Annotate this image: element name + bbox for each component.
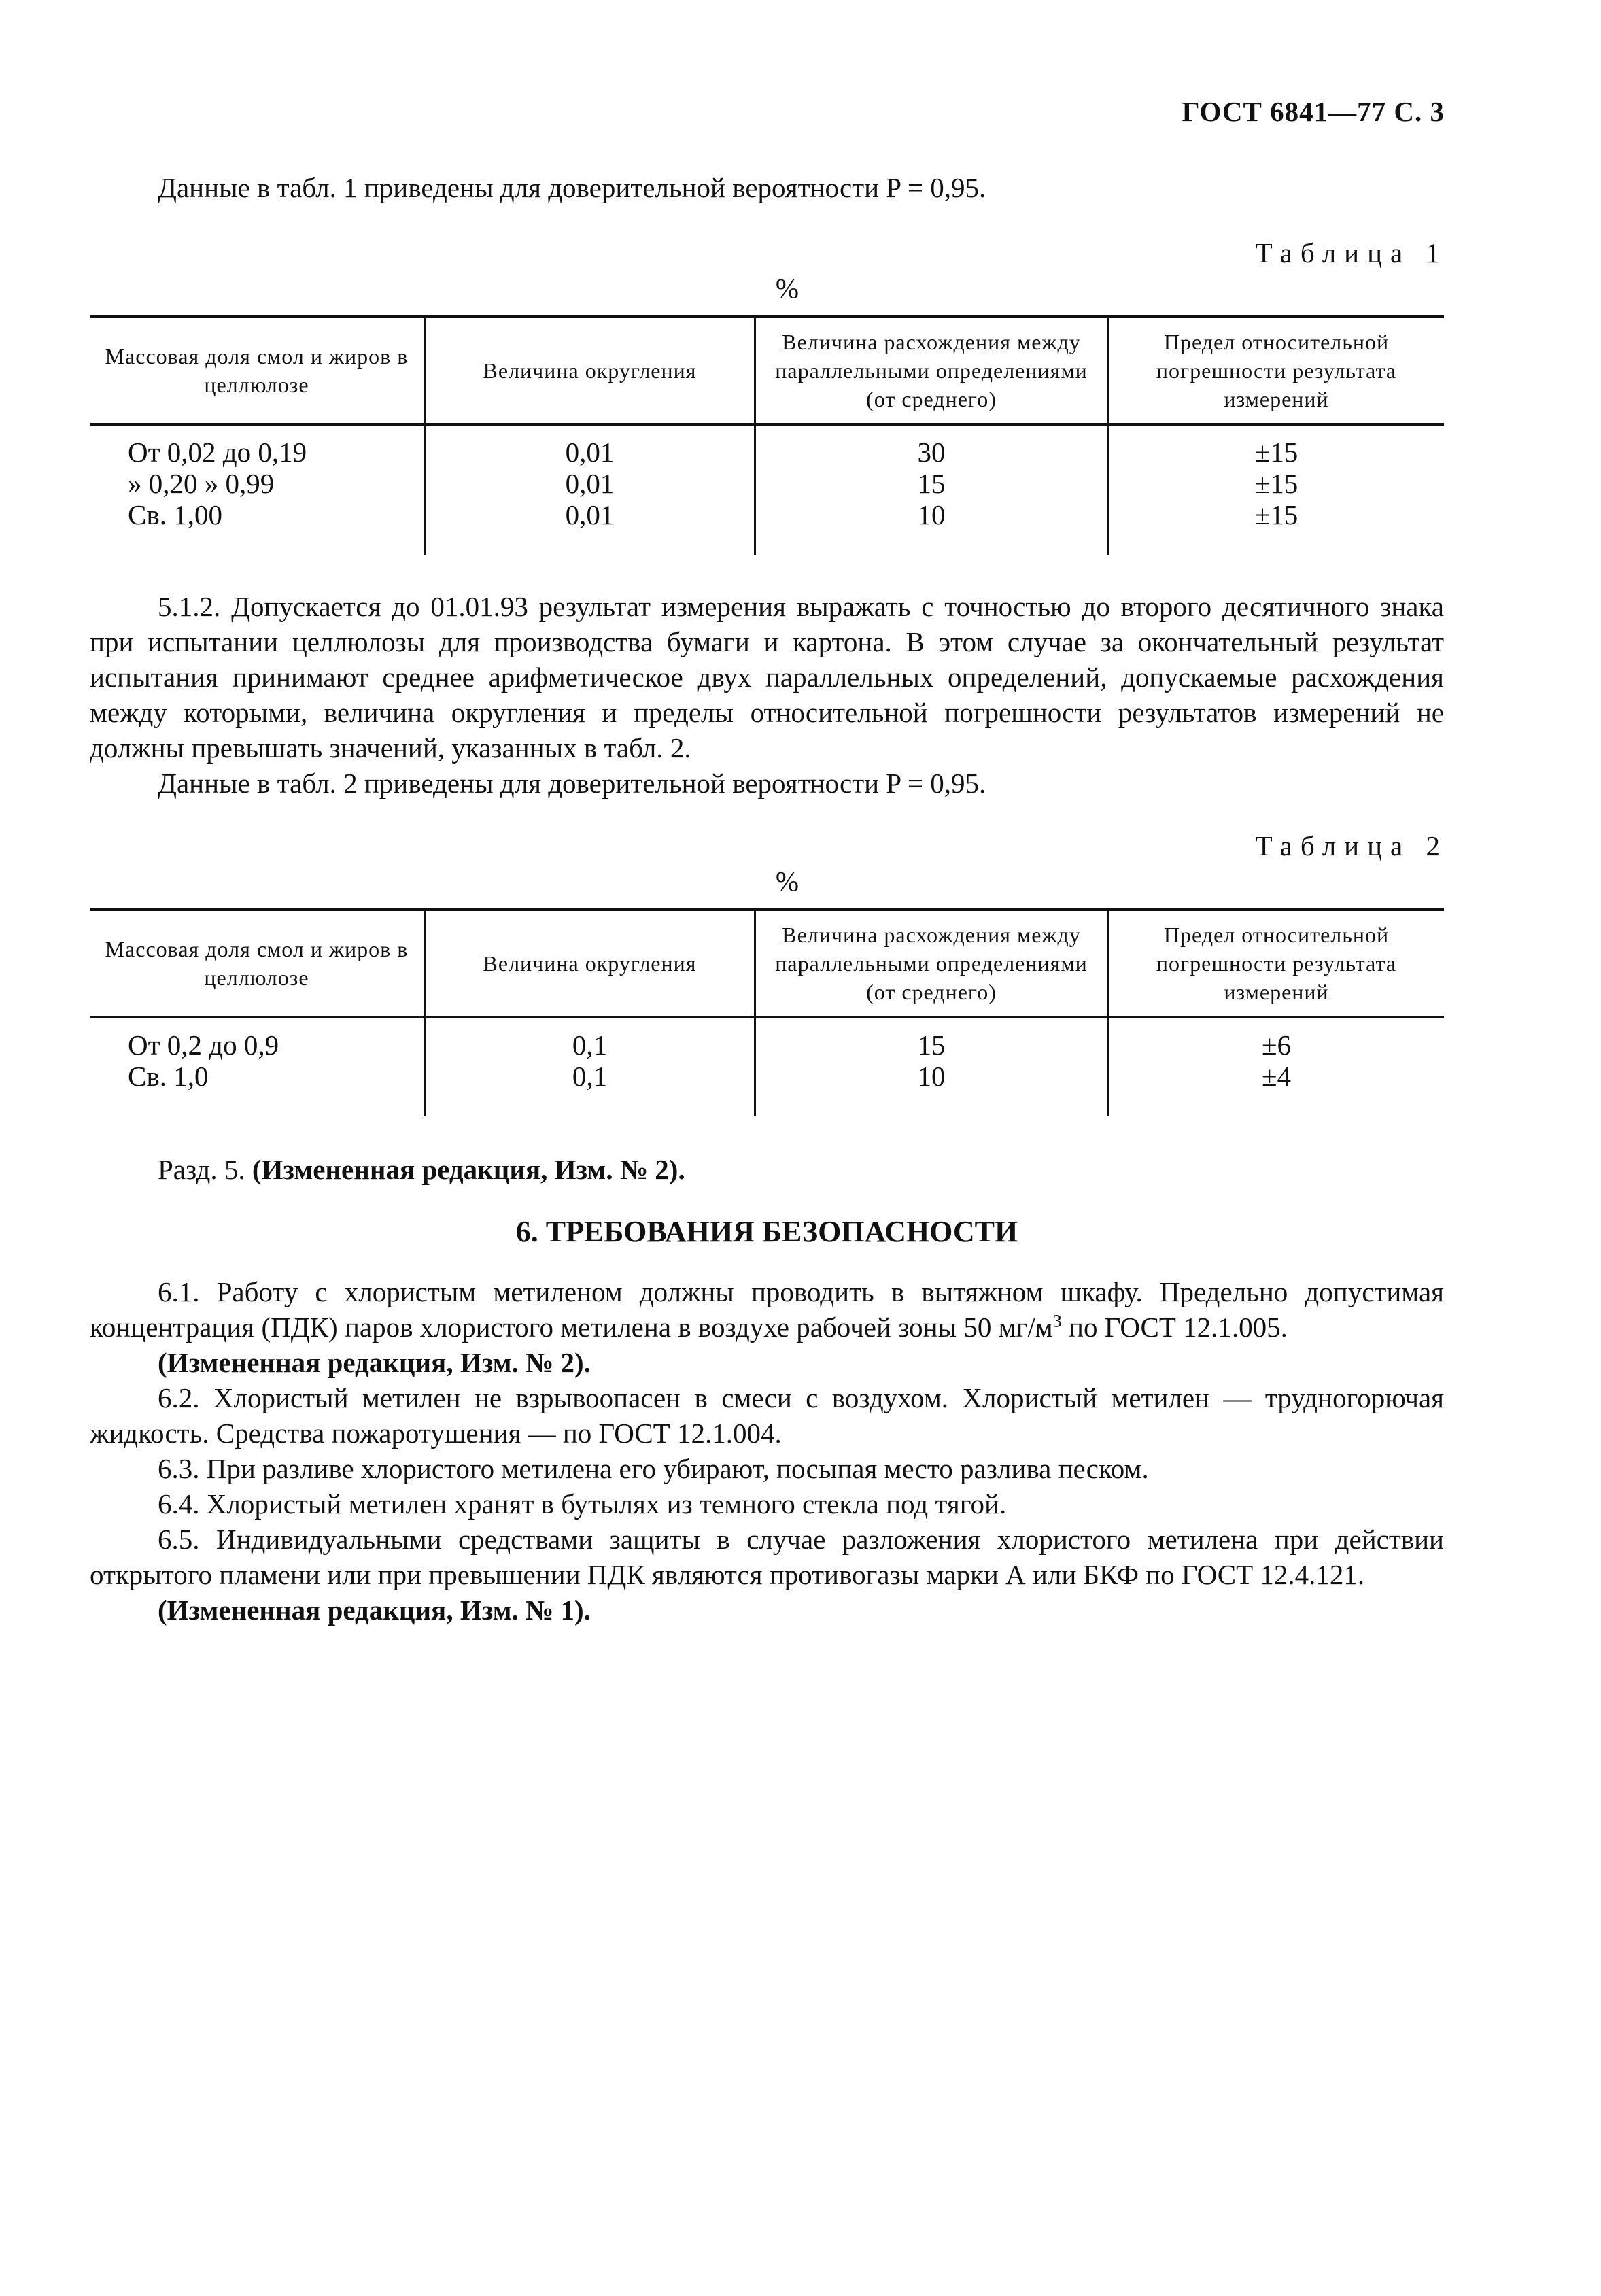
table2-col-error-limit: Предел относительной погрешности результата измерений [1108,910,1445,1017]
p61-text-a: 6.1. Работу с хлористым метиленом должны проводить в вытяжном шкафу. Предельно допустимая концентрация (ПДК) паров хлористого метилена в воздухе рабочей зоны 50 мг/м [90,1276,1444,1343]
p61-text-b: по ГОСТ 12.1.005. [1061,1312,1288,1343]
table2-unit: % [775,866,799,897]
table2-header-row [90,910,1444,1017]
paragraph-5-1-2: 5.1.2. Допускается до 01.01.93 результат измерения выражать с точностью до второго десятичного знака при испытании целлюлозы для производства бумаги и картона. В этом случае за окончательный результат испытания принимают среднее арифметическое двух параллельных определений, допускаемые расхождения между которыми, величина округления и пределы относительной погрешности результатов измерений не должны превышать значений, указанных в табл. 2. [90,591,1444,764]
table-cell: От 0,02 до 0,19 [128,436,307,468]
table1-col-rounding: Величина округления [425,317,755,424]
table-cell: Св. 1,00 [128,499,222,530]
table-cell: 0,1 [425,1017,755,1061]
table1-col-error-limit: Предел относительной погрешности результата измерений [1108,317,1445,424]
table-cell: 0,1 [425,1061,755,1116]
table-row [90,499,1444,555]
table2-col-discrepancy: Величина расхождения между параллельными определениями (от среднего) [755,910,1108,1017]
document-body [90,170,1448,1628]
table1-col-discrepancy: Величина расхождения между параллельными определениями (от среднего) [755,317,1108,424]
table1-intro: Данные в табл. 1 приведены для доверительной вероятности P = 0,95. [158,172,986,203]
table-cell: 15 [755,1017,1108,1061]
section5-note-bold: (Измененная редакция, Изм. № 2). [252,1154,685,1185]
paragraph-6-2: 6.2. Хлористый метилен не взрывоопасен в смеси с воздухом. Хлористый метилен — трудногорючая жидкость. Средства пожаротушения — по ГОСТ 12.1.004. [90,1382,1444,1449]
table-row [90,1061,1444,1116]
table1-unit: % [775,273,799,304]
paragraph-6-1 [90,1274,1444,1345]
paragraph-6-5: 6.5. Индивидуальными средствами защиты в случае разложения хлористого метилена при действии открытого пламени или при превышении ПДК являются противогазы марки А или БКФ по ГОСТ 12.4.121. [90,1524,1444,1590]
page-header: ГОСТ 6841—77 С. 3 [1182,96,1445,127]
table-row [90,468,1444,499]
table-cell: 15 [755,468,1108,499]
table2-intro: Данные в табл. 2 приведены для доверительной вероятности P = 0,95. [158,768,986,799]
table-cell: ±4 [1108,1061,1445,1116]
table-cell: 0,01 [425,424,755,468]
table-cell: ±15 [1108,424,1445,468]
table1-header-row [90,317,1444,424]
table-cell: 30 [755,424,1108,468]
table-cell: ±15 [1108,468,1445,499]
section6-title: 6. ТРЕБОВАНИЯ БЕЗОПАСНОСТИ [515,1215,1018,1248]
table-cell: » 0,20 » 0,99 [128,468,275,499]
table-row [90,424,1444,468]
table-cell: 10 [755,499,1108,555]
table-cell: 0,01 [425,499,755,555]
table-cell: ±15 [1108,499,1445,555]
section5-note-prefix: Разд. 5. [158,1154,252,1185]
table1-col-mass-fraction: Массовая доля смол и жиров в целлюлозе [90,317,425,424]
table-cell: От 0,2 до 0,9 [128,1029,279,1061]
p65-amendment-note: (Измененная редакция, Изм. № 1). [158,1594,591,1626]
paragraph-6-3: 6.3. При разливе хлористого метилена его убирают, посыпая место разлива песком. [158,1453,1149,1484]
paragraph-6-4: 6.4. Хлористый метилен хранят в бутылях из темного стекла под тягой. [158,1488,1007,1520]
section5-amendment-note [90,1152,1444,1187]
table-cell: ±6 [1108,1017,1445,1061]
table1 [90,315,1444,555]
table2-caption: Таблица 2 [1255,830,1448,861]
table2-col-rounding: Величина округления [425,910,755,1017]
table-row [90,1017,1444,1061]
table-cell: Св. 1,0 [128,1061,209,1092]
table-cell: 10 [755,1061,1108,1116]
table2-col-mass-fraction: Массовая доля смол и жиров в целлюлозе [90,910,425,1017]
table1-caption: Таблица 1 [1255,237,1448,269]
p61-amendment-note: (Измененная редакция, Изм. № 2). [158,1347,591,1378]
table2 [90,908,1444,1116]
table-cell: 0,01 [425,468,755,499]
p61-superscript: 3 [1052,1311,1062,1331]
